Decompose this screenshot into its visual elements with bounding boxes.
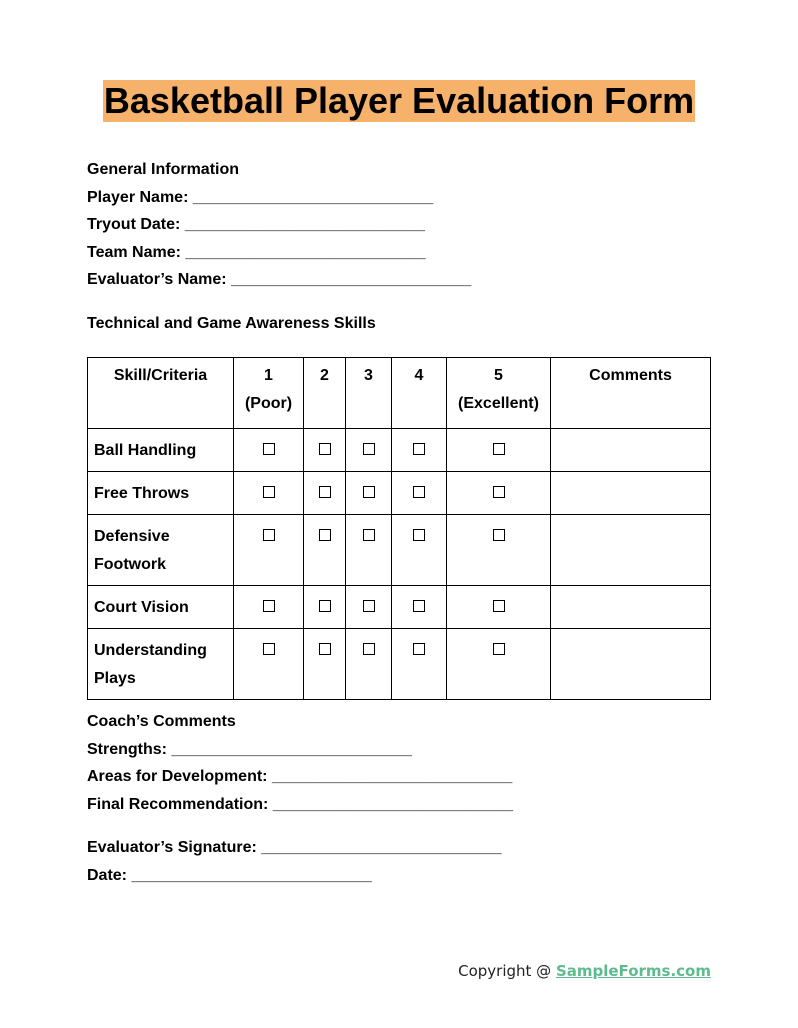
checkbox-rating-1[interactable] bbox=[263, 600, 275, 612]
skills-table bbox=[87, 357, 711, 700]
table-row bbox=[88, 472, 711, 515]
checkbox-rating-5[interactable] bbox=[493, 643, 505, 655]
checkbox-rating-4[interactable] bbox=[413, 443, 425, 455]
checkbox-rating-5[interactable] bbox=[493, 443, 505, 455]
final-recommendation-field[interactable]: Final Recommendation: ___________________________ bbox=[87, 795, 514, 813]
checkbox-rating-2[interactable] bbox=[319, 643, 331, 655]
evaluator-name-field[interactable]: Evaluator’s Name: ___________________________ bbox=[87, 271, 472, 289]
checkbox-rating-1[interactable] bbox=[263, 643, 275, 655]
skill-name: Understanding Plays bbox=[88, 629, 234, 700]
coach-comments-section bbox=[87, 708, 513, 818]
checkbox-rating-3[interactable] bbox=[363, 643, 375, 655]
player-name-field[interactable]: Player Name: ___________________________ bbox=[87, 188, 434, 206]
comments-cell[interactable] bbox=[551, 586, 711, 629]
copyright-footer bbox=[458, 962, 711, 980]
checkbox-rating-1[interactable] bbox=[263, 486, 275, 498]
title-wrap bbox=[0, 80, 798, 122]
checkbox-rating-1[interactable] bbox=[263, 443, 275, 455]
checkbox-rating-2[interactable] bbox=[319, 529, 331, 541]
comments-cell[interactable] bbox=[551, 629, 711, 700]
table-header-row bbox=[88, 358, 711, 429]
checkbox-rating-4[interactable] bbox=[413, 643, 425, 655]
evaluator-signature-field[interactable]: Evaluator’s Signature: ___________________________ bbox=[87, 839, 502, 856]
skill-name: Defensive Footwork bbox=[88, 515, 234, 586]
comments-cell[interactable] bbox=[551, 472, 711, 515]
coach-comments-heading: Coach’s Comments bbox=[87, 713, 236, 730]
page-title: Basketball Player Evaluation Form bbox=[103, 80, 695, 121]
table-row bbox=[88, 586, 711, 629]
tryout-date-field[interactable]: Tryout Date: ___________________________ bbox=[87, 216, 426, 234]
date-field[interactable]: Date: ___________________________ bbox=[87, 866, 372, 884]
table-row bbox=[88, 515, 711, 586]
skill-name: Court Vision bbox=[88, 586, 234, 629]
skills-heading-block bbox=[87, 310, 376, 338]
comments-cell[interactable] bbox=[551, 429, 711, 472]
header-rating-5: 5 (Excellent) bbox=[447, 358, 551, 429]
checkbox-rating-2[interactable] bbox=[319, 486, 331, 498]
skills-heading: Technical and Game Awareness Skills bbox=[87, 315, 376, 332]
checkbox-rating-1[interactable] bbox=[263, 529, 275, 541]
header-comments: Comments bbox=[551, 358, 711, 429]
header-rating-4: 4 bbox=[392, 358, 447, 429]
general-information-heading: General Information bbox=[87, 161, 240, 178]
signature-section bbox=[87, 834, 502, 889]
skill-name: Ball Handling bbox=[88, 429, 234, 472]
checkbox-rating-2[interactable] bbox=[319, 443, 331, 455]
checkbox-rating-5[interactable] bbox=[493, 486, 505, 498]
header-rating-1: 1 (Poor) bbox=[234, 358, 304, 429]
strengths-field[interactable]: Strengths: ___________________________ bbox=[87, 740, 412, 758]
checkbox-rating-5[interactable] bbox=[493, 529, 505, 541]
table-row bbox=[88, 429, 711, 472]
checkbox-rating-3[interactable] bbox=[363, 443, 375, 455]
sampleforms-link[interactable]: SampleForms.com bbox=[555, 962, 711, 980]
header-rating-2: 2 bbox=[304, 358, 346, 429]
comments-cell[interactable] bbox=[551, 515, 711, 586]
checkbox-rating-3[interactable] bbox=[363, 600, 375, 612]
checkbox-rating-5[interactable] bbox=[493, 600, 505, 612]
header-skill: Skill/Criteria bbox=[88, 358, 234, 429]
table-row bbox=[88, 629, 711, 700]
skill-name: Free Throws bbox=[88, 472, 234, 515]
team-name-field[interactable]: Team Name: ___________________________ bbox=[87, 243, 426, 261]
checkbox-rating-4[interactable] bbox=[413, 529, 425, 541]
general-information-section bbox=[87, 156, 471, 294]
checkbox-rating-4[interactable] bbox=[413, 486, 425, 498]
checkbox-rating-3[interactable] bbox=[363, 529, 375, 541]
header-rating-3: 3 bbox=[346, 358, 392, 429]
areas-for-development-field[interactable]: Areas for Development: ___________________________ bbox=[87, 768, 513, 786]
checkbox-rating-2[interactable] bbox=[319, 600, 331, 612]
checkbox-rating-4[interactable] bbox=[413, 600, 425, 612]
checkbox-rating-3[interactable] bbox=[363, 486, 375, 498]
copyright-text: Copyright @ bbox=[458, 962, 556, 980]
